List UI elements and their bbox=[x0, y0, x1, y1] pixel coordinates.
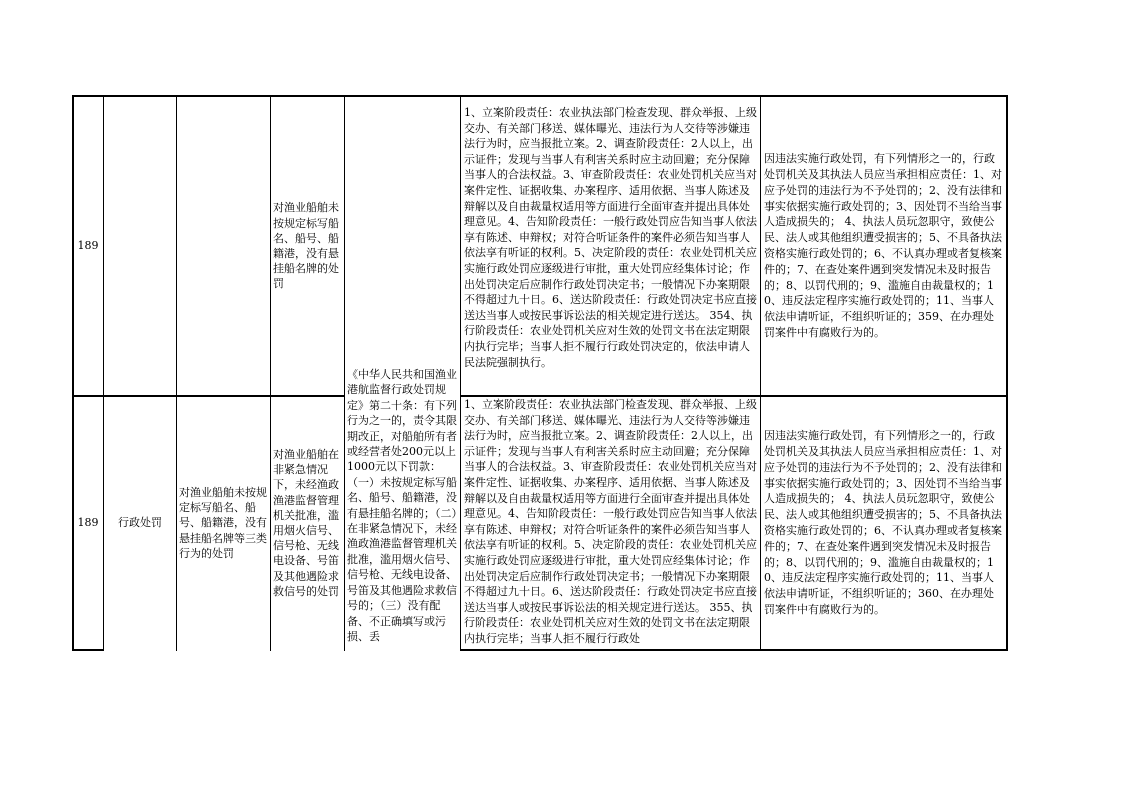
row2-item-name-text: 对渔业船舶未按规定标写船名、船号、船籍港，没有悬挂船名牌等三类行为的处罚 bbox=[179, 485, 267, 560]
row1-accountability bbox=[764, 97, 1004, 395]
row2-accountability bbox=[764, 397, 1004, 649]
row1-responsibilities bbox=[464, 105, 758, 393]
row2-item-name bbox=[179, 397, 268, 649]
col-divider bbox=[760, 95, 761, 651]
row2-responsibilities-text: 1、立案阶段责任：农业执法部门检查发现、群众举报、上级交办、有关部门移送、媒体曝光、违法行为人交待等涉嫌违法行为时，应当报批立案。2、调查阶段责任：2人以上，出示证件；发现与当事人有利害关系时应主动回避；充分保障当事人的合法权益。3、审查阶段责任：农业处罚机关应当对案件定性、证据收集、办案程序、适用依据、当事人陈述及辩解以及自由裁量权适用等方面进行全面审查并提出具体处理意见。4、告知阶段责任：一般行政处罚应告知当事人依法享有陈述、申辩权；对符合听证条件的案件必须告知当事人依法享有听证的权利。5、决定阶段的责任：农业处罚机关应实施行政处罚应逐级进行审批，重大处罚应经集体讨论；作出处罚决定后应制作行政处罚决定书；一般情况下办案期限不得超过九十日。6、送达阶段责任：行政处罚决定书应直接送达当事人或按民事诉讼法的相关规定进行送达。 355、执行阶段责任：农业处罚机关应对生效的处罚文书在法定期限内执行完毕；当事人拒不履行行政处 bbox=[464, 398, 757, 645]
row2-category bbox=[104, 397, 176, 649]
row2-responsibilities bbox=[464, 397, 758, 649]
col-divider bbox=[460, 95, 461, 651]
row2-seq-text: 189 bbox=[77, 516, 99, 530]
col-divider bbox=[344, 95, 345, 651]
table-border-right bbox=[1006, 95, 1008, 651]
row2-sub-item-text: 对渔业船舶在非紧急情况下，未经渔政渔港监督管理机关批准，滥用烟火信号、信号枪、无线电设备、号笛及其他遇险求救信号的处罚 bbox=[273, 447, 339, 598]
row2-sub-item bbox=[273, 397, 342, 649]
row1-responsibilities-text: 1、立案阶段责任：农业执法部门检查发现、群众举报、上级交办、有关部门移送、媒体曝光、违法行为人交待等涉嫌违法行为时，应当报批立案。2、调查阶段责任：2人以上，出示证件；发现与当事人有利害关系时应主动回避；充分保障当事人的合法权益。3、审查阶段责任：农业处罚机关应当对案件定性、证据收集、办案程序、适用依据、当事人陈述及辩解以及自由裁量权适用等方面进行全面审查并提出具体处理意见。4、告知阶段责任：一般行政处罚应告知当事人依法享有陈述、申辩权；对符合听证条件的案件必须告知当事人依法享有听证的权利。5、决定阶段的责任：农业处罚机关应实施行政处罚应逐级进行审批，重大处罚应经集体讨论；作出处罚决定后应制作行政处罚决定书；一般情况下办案期限不得超过九十日。6、送达阶段责任：行政处罚决定书应直接送达当事人或按民事诉讼法的相关规定进行送达。 354、执行阶段责任：农业处罚机关应对生效的处罚文书在法定期限内执行完毕；当事人拒不履行行政处罚决定的，依法申请人民法院强制执行。 bbox=[464, 106, 757, 369]
penalty-table bbox=[72, 95, 1008, 651]
row1-seq bbox=[73, 97, 103, 395]
table-border-bottom bbox=[72, 649, 104, 651]
row2-seq bbox=[73, 397, 103, 649]
legal-basis bbox=[347, 367, 458, 651]
legal-basis-text: 《中华人民共和国渔业港航监督行政处罚规定》第二十条：有下列行为之一的，责令其限期改正，对船舶所有者或经营者处200元以上1000元以下罚款：（一）未按规定标写船名、船号、船籍港，没有悬挂船名牌的；（二）在非紧急情况下，未经渔政渔港监督管理机关批准，滥用烟火信号、信号枪、无线电设备、号笛及其他遇险求救信号的；（三）没有配备、不正确填写或污损、丢 bbox=[347, 368, 457, 643]
row1-sub-item bbox=[273, 97, 342, 395]
row1-accountability-text: 因违法实施行政处罚，有下列情形之一的，行政处罚机关及其执法人员应当承担相应责任：1、对应予处罚的违法行为不予处罚的；2、没有法律和事实依据实施行政处罚的；3、因处罚不当给当事人造成损失的； 4、执法人员玩忽职守，致使公民、法人或其他组织遭受损害的；5、不具备执法资格实施行政处罚的；6、不认真办理或者复核案件的；7、在查处案件遇到突发情况未及时报告的；8、以罚代刑的；9、滥施自由裁量权的；10、违反法定程序实施行政处罚的；11、当事人依法申请听证，不组织听证的；359、在办理处罚案件中有腐败行为的。 bbox=[764, 152, 1002, 339]
row2-accountability-text: 因违法实施行政处罚，有下列情形之一的，行政处罚机关及其执法人员应当承担相应责任：1、对应予处罚的违法行为不予处罚的；2、没有法律和事实依据实施行政处罚的；3、因处罚不当给当事人造成损失的； 4、执法人员玩忽职守，致使公民、法人或其他组织遭受损害的；5、不具备执法资格实施行政处罚的；6、不认真办理或者复核案件的；7、在查处案件遇到突发情况未及时报告的；8、以罚代刑的；9、滥施自由裁量权的；10、违反法定程序实施行政处罚的；11、当事人依法申请听证，不组织听证的；360、在办理处罚案件中有腐败行为的。 bbox=[764, 429, 1002, 616]
row2-category-text: 行政处罚 bbox=[118, 516, 162, 530]
row1-seq-text: 189 bbox=[77, 239, 99, 253]
table-border-bottom bbox=[460, 649, 1008, 651]
col-divider bbox=[176, 95, 177, 651]
col-divider bbox=[270, 95, 271, 651]
row1-sub-item-text: 对渔业船舶未按规定标写船名、船号、船籍港，没有悬挂船名牌的处罚 bbox=[273, 201, 339, 291]
